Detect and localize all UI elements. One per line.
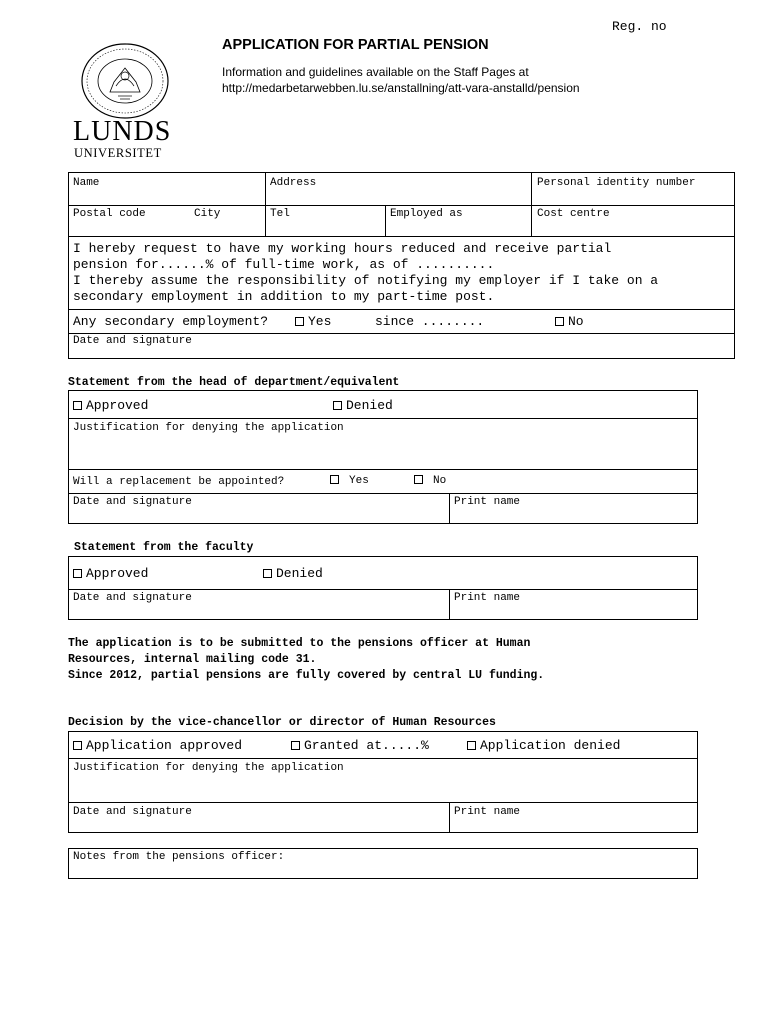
reg-no-label: Reg. no	[612, 19, 667, 34]
name-field[interactable]: Name	[73, 177, 100, 189]
head-approved-option[interactable]	[73, 398, 148, 413]
form-title: APPLICATION FOR PARTIAL PENSION	[222, 37, 489, 53]
personal-id-field[interactable]: Personal identity number	[537, 177, 696, 189]
request-line: I hereby request to have my working hours reduced and receive partial	[73, 241, 612, 256]
option-label: Application denied	[480, 738, 621, 753]
faculty-print-name[interactable]: Print name	[454, 592, 521, 604]
logo-subtitle: UNIVERSITET	[74, 146, 162, 160]
checkbox-icon[interactable]	[555, 317, 564, 326]
checkbox-icon[interactable]	[295, 317, 304, 326]
faculty-denied-option[interactable]	[263, 566, 323, 581]
decision-denied-option[interactable]	[467, 738, 620, 753]
decision-print-name[interactable]: Print name	[454, 806, 521, 818]
faculty-box	[68, 556, 698, 620]
request-line: secondary employment in addition to my part-time post.	[73, 289, 495, 304]
decision-justification-field[interactable]: Justification for denying the application	[73, 762, 344, 774]
option-label: No	[568, 314, 584, 329]
since-field[interactable]: since ........	[375, 314, 485, 329]
request-statement	[73, 241, 658, 305]
notice-line: Since 2012, partial pensions are fully covered by central LU funding.	[68, 669, 545, 682]
option-label: Approved	[86, 398, 149, 413]
replacement-question: Will a replacement be appointed?	[73, 476, 285, 488]
employed-as-field[interactable]: Employed as	[390, 208, 463, 220]
decision-granted-option[interactable]	[291, 738, 429, 753]
address-field[interactable]: Address	[270, 177, 317, 189]
applicant-date-signature[interactable]: Date and signature	[73, 335, 192, 347]
head-print-name[interactable]: Print name	[454, 496, 521, 508]
option-label: Granted at.....%	[304, 738, 429, 753]
checkbox-icon[interactable]	[467, 741, 476, 750]
decision-heading: Decision by the vice-chancellor or director of Human Resources	[68, 716, 496, 729]
checkbox-icon[interactable]	[333, 401, 342, 410]
head-date-signature[interactable]: Date and signature	[73, 496, 192, 508]
head-denied-option[interactable]	[333, 398, 393, 413]
notice-line: Resources, internal mailing code 31.	[68, 653, 317, 666]
info-url: http://medarbetarwebben.lu.se/anstallning/att-vara-anstalld/pension	[222, 81, 580, 95]
checkbox-icon[interactable]	[330, 475, 339, 484]
option-label: Denied	[346, 398, 393, 413]
option-label: Approved	[86, 566, 149, 581]
logo-wordmark: LUNDS	[73, 116, 172, 147]
option-label: Denied	[276, 566, 323, 581]
notice-line: The application is to be submitted to the pensions officer at Human	[68, 637, 531, 650]
tel-field[interactable]: Tel	[270, 208, 290, 220]
decision-date-signature[interactable]: Date and signature	[73, 806, 192, 818]
replacement-no-option[interactable]	[414, 475, 446, 487]
checkbox-icon[interactable]	[73, 401, 82, 410]
info-line-1: Information and guidelines available on the Staff Pages at	[222, 65, 529, 79]
faculty-approved-option[interactable]	[73, 566, 148, 581]
checkbox-icon[interactable]	[263, 569, 272, 578]
checkbox-icon[interactable]	[414, 475, 423, 484]
faculty-date-signature[interactable]: Date and signature	[73, 592, 192, 604]
option-label: Yes	[349, 475, 369, 487]
head-dept-heading: Statement from the head of department/equivalent	[68, 376, 400, 389]
secondary-employment-question: Any secondary employment?	[73, 314, 269, 329]
request-line: I thereby assume the responsibility of notifying my employer if I take on a	[73, 273, 659, 288]
option-label: No	[433, 475, 447, 487]
head-justification-field[interactable]: Justification for denying the application	[73, 422, 344, 434]
university-seal-icon	[80, 42, 170, 120]
checkbox-icon[interactable]	[291, 741, 300, 750]
postal-code-field[interactable]: Postal code	[73, 208, 146, 220]
notes-label: Notes from the pensions officer:	[73, 851, 285, 863]
info-text	[222, 64, 580, 96]
submission-notice	[68, 636, 544, 684]
checkbox-icon[interactable]	[73, 741, 82, 750]
faculty-heading: Statement from the faculty	[74, 541, 254, 554]
city-field[interactable]: City	[194, 208, 221, 220]
secondary-no-option[interactable]	[555, 314, 584, 329]
cost-centre-field[interactable]: Cost centre	[537, 208, 610, 220]
replacement-yes-option[interactable]	[330, 475, 369, 487]
option-label: Yes	[308, 314, 332, 329]
request-line[interactable]: pension for......% of full-time work, as of ..........	[73, 257, 495, 272]
decision-approved-option[interactable]	[73, 738, 242, 753]
option-label: Application approved	[86, 738, 243, 753]
secondary-yes-option[interactable]	[295, 314, 331, 329]
checkbox-icon[interactable]	[73, 569, 82, 578]
